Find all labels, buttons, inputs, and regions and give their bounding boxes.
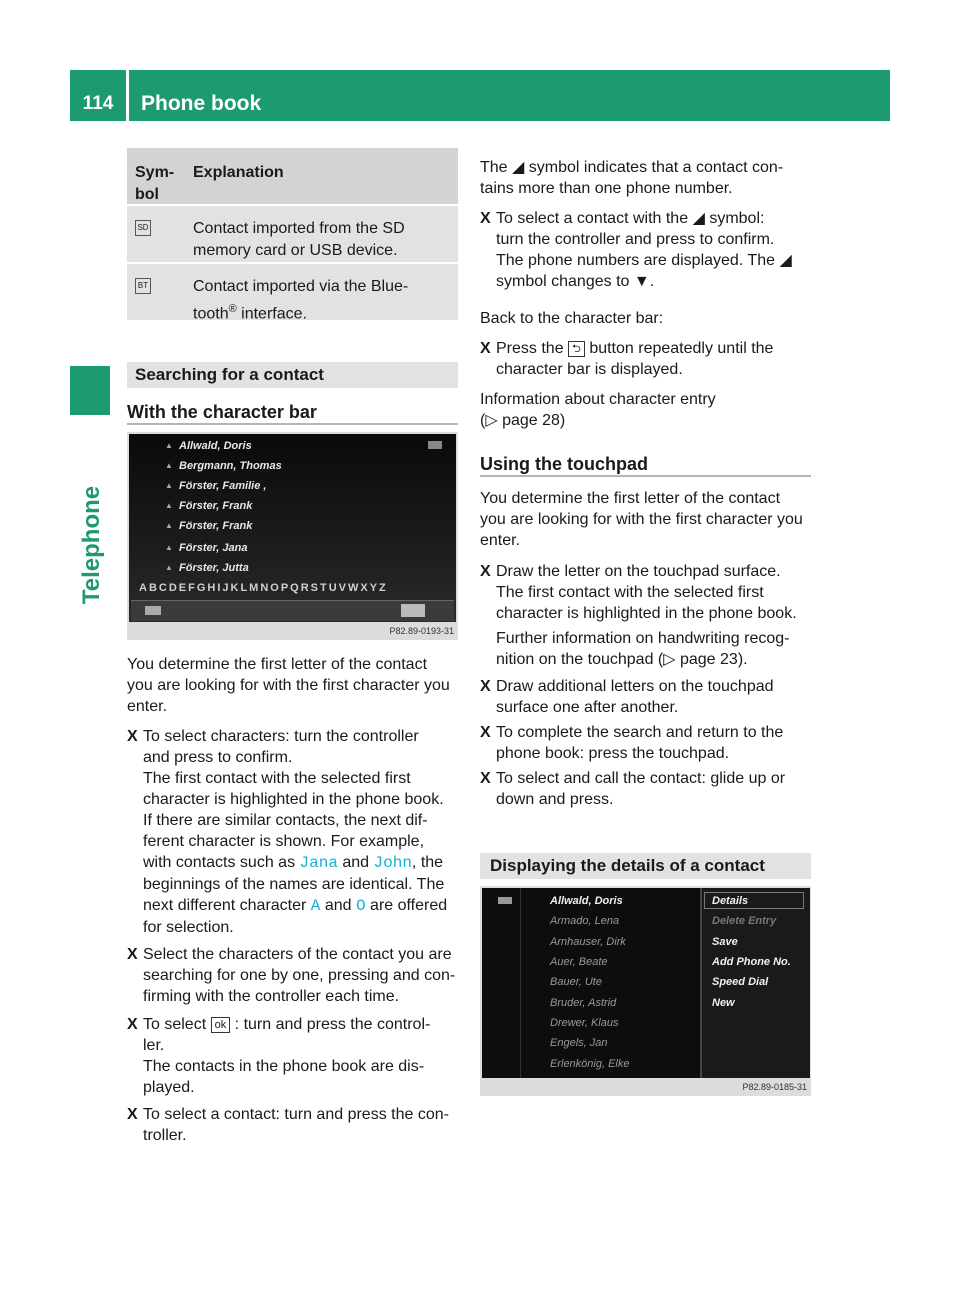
character-bar-screenshot <box>127 432 458 640</box>
text-line: turn the controller and press to confirm. <box>496 231 775 248</box>
multi-number-icon: ◢ <box>512 159 525 176</box>
touchpad-intro <box>480 488 825 551</box>
text-line: The contacts in the phone book are dis- <box>143 1058 425 1075</box>
back-label: Back to the character bar: <box>480 310 664 327</box>
row-text-part: interface. <box>236 305 307 323</box>
text-line: character bar is displayed. <box>496 361 683 378</box>
screen-display <box>129 434 456 622</box>
text-line: and press to confirm. <box>143 749 293 766</box>
text-line: character is highlighted in the phone book. <box>496 605 797 622</box>
text-line: ler. <box>143 1037 165 1054</box>
text-line: X Select the characters of the contact you are <box>143 946 452 963</box>
list-item <box>480 722 825 764</box>
text-line: You determine the first letter of the contact <box>480 490 781 507</box>
back-icon <box>428 441 442 449</box>
text-part: symbol: <box>709 210 765 227</box>
ok-key-icon: ok <box>211 1017 231 1033</box>
text-line: beginnings of the names are identical. The <box>143 876 445 893</box>
text-line: nition on the touchpad (▷ page 23). <box>496 651 748 668</box>
text-line: firming with the controller each time. <box>143 988 400 1005</box>
row-text-line: Contact imported from the SD <box>193 220 405 237</box>
multi-number-icon: ◢ <box>692 210 705 227</box>
list-item <box>480 676 825 718</box>
subhead-touchpad: Using the touchpad <box>480 454 648 474</box>
subhead-rule <box>480 475 811 477</box>
text-part: To select <box>143 1016 207 1033</box>
lcd-text-o: O <box>356 897 366 915</box>
text-part: are offered <box>365 897 448 914</box>
table-header-symbol-line1: Sym- <box>135 164 175 181</box>
text-line: Information about character entry <box>480 391 716 408</box>
text-line: played. <box>143 1079 195 1096</box>
list-item-label: Förster, Frank <box>179 520 253 532</box>
contact-icon: ▲ <box>165 481 173 490</box>
table-header-symbol <box>135 162 174 206</box>
text-line: X To select and call the contact: glide up or <box>496 770 786 787</box>
header-divider <box>126 70 129 121</box>
text-line: phone book: press the touchpad. <box>496 745 730 762</box>
chapter-title: Phone book <box>141 92 262 115</box>
section-title-search: Searching for a contact <box>127 362 458 388</box>
lcd-text-john: John <box>373 854 412 872</box>
lcd-text-a: A <box>310 897 321 915</box>
text-part: Press the <box>496 340 564 357</box>
info-paragraph <box>480 389 825 431</box>
contact-icon: ▲ <box>165 521 173 530</box>
text-line: ferent character is shown. For example, <box>143 833 425 850</box>
row-text-line <box>193 298 408 325</box>
text-part: The <box>480 159 508 176</box>
image-caption: P82.89-0185-31 <box>742 1082 807 1092</box>
list-item <box>127 726 467 938</box>
list-item-label: Förster, Jana <box>179 542 248 554</box>
text-line: you are looking for with the first character you <box>480 511 803 528</box>
intro-paragraph <box>127 654 467 717</box>
table-header-symbol-line2: bol <box>135 186 159 203</box>
list-item <box>165 500 253 512</box>
text-line: enter. <box>480 532 521 549</box>
registered-mark: ® <box>228 303 237 315</box>
text-part: The phone numbers are displayed. The <box>496 252 775 269</box>
section-title-details: Displaying the details of a contact <box>480 853 811 879</box>
table-row <box>127 264 458 323</box>
contact-icon: ▲ <box>165 441 173 450</box>
text-line: The first contact with the selected first <box>496 584 764 601</box>
text-part: To select a contact with the <box>496 210 689 227</box>
back-button-icon <box>145 606 161 615</box>
text-line: X Draw additional letters on the touchpad <box>496 678 774 695</box>
list-item <box>165 542 248 554</box>
text-line: X To select a contact: turn and press the con- <box>143 1106 449 1123</box>
bottom-bar <box>131 600 454 621</box>
text-line: X To complete the search and return to the <box>496 724 784 741</box>
text-line: down and press. <box>496 791 614 808</box>
text-line: You determine the first letter of the contact <box>127 656 428 673</box>
subhead-rule <box>127 423 458 425</box>
row-text-line: Contact imported via the Blue- <box>193 278 409 295</box>
list-item: Armado, Lena <box>550 915 620 927</box>
text-part: and <box>320 897 356 914</box>
list-item: Bruder, Astrid <box>550 997 617 1009</box>
contact-icon: ▲ <box>165 461 173 470</box>
text-line <box>496 208 825 229</box>
list-item: Arnhauser, Dirk <box>550 936 626 948</box>
text-line <box>480 157 825 178</box>
list-item-label: Förster, Frank <box>179 500 253 512</box>
ok-button-icon <box>401 604 425 617</box>
table-row <box>127 206 458 262</box>
list-item <box>165 520 253 532</box>
text-line <box>496 338 825 359</box>
character-bar: ABCDEFGHIJKLMNOPQRSTUVWXYZ <box>139 582 388 594</box>
symbol-paragraph <box>480 157 825 199</box>
text-line: you are looking for with the first character you <box>127 677 450 694</box>
list-item: Auer, Beate <box>550 956 608 968</box>
list-item <box>480 208 825 292</box>
side-tab-block <box>70 366 110 415</box>
text-part: . <box>649 273 655 290</box>
subhead-character-bar: With the character bar <box>127 402 317 422</box>
list-item: Erlenkönig, Elke <box>550 1058 630 1070</box>
page-number: 114 <box>82 93 114 114</box>
text-line: X To select characters: turn the controller <box>143 728 419 745</box>
text-line: (▷ page 28) <box>480 412 566 429</box>
expanded-icon: ▼ <box>633 273 650 290</box>
text-line: If there are similar contacts, the next dif- <box>143 812 428 829</box>
text-line: for selection. <box>143 919 234 936</box>
contact-icon: ▲ <box>165 543 173 552</box>
lcd-text-jana: Jana <box>299 854 338 872</box>
list-item-label: Förster, Familie , <box>179 480 267 492</box>
text-line <box>143 1014 467 1035</box>
menu-item-details: Details <box>712 895 749 907</box>
text-line: surface one after another. <box>496 699 679 716</box>
text-line <box>496 250 825 271</box>
list-item <box>127 944 467 1007</box>
list-item <box>480 338 825 380</box>
list-item <box>165 440 252 452</box>
list-item <box>127 1014 467 1098</box>
menu-item-new: New <box>712 997 735 1009</box>
divider <box>520 888 521 1078</box>
list-item: Engels, Jan <box>550 1037 608 1049</box>
text-line: searching for one by one, pressing and con- <box>143 967 456 984</box>
contact-details-screenshot <box>480 886 811 1096</box>
screen-display <box>482 888 809 1078</box>
text-line <box>143 895 467 917</box>
back-button-icon: ⮌ <box>568 341 585 357</box>
back-icon <box>498 897 512 904</box>
list-item-label: Allwald, Doris <box>179 440 252 452</box>
text-part: : turn and press the control- <box>234 1016 431 1033</box>
multi-number-icon: ◢ <box>779 252 792 269</box>
list-item <box>165 562 249 574</box>
list-item-label: Förster, Jutta <box>179 562 249 574</box>
text-line: The first contact with the selected first <box>143 770 411 787</box>
text-part: next different character <box>143 897 311 914</box>
text-part: symbol changes to <box>496 273 630 290</box>
contact-icon: ▲ <box>165 501 173 510</box>
bluetooth-contact-icon: BT <box>135 278 151 294</box>
sd-usb-contact-icon: SD <box>135 220 151 236</box>
text-line: Further information on handwriting recog- <box>496 630 790 647</box>
list-item-label: Bergmann, Thomas <box>179 460 282 472</box>
text-part: , the <box>411 854 444 871</box>
table-row-explanation <box>193 218 405 262</box>
list-item <box>480 561 825 670</box>
menu-item-delete: Delete Entry <box>712 915 777 927</box>
text-line: character is highlighted in the phone book. <box>143 791 444 808</box>
text-line: troller. <box>143 1127 187 1144</box>
list-item: Bauer, Ute <box>550 976 602 988</box>
contact-icon: ▲ <box>165 563 173 572</box>
menu-item-speed-dial: Speed Dial <box>712 976 769 988</box>
image-caption: P82.89-0193-31 <box>389 626 454 636</box>
table-header-explanation: Explanation <box>193 164 284 181</box>
list-item <box>165 480 267 492</box>
row-text-part: tooth <box>193 305 229 323</box>
text-line: enter. <box>127 698 168 715</box>
text-part: symbol indicates that a contact con- <box>528 159 784 176</box>
row-text-line: memory card or USB device. <box>193 242 398 259</box>
text-line <box>496 271 825 292</box>
text-part: with contacts such as <box>143 854 300 871</box>
side-tab-label: Telephone <box>78 485 105 605</box>
text-line: tains more than one phone number. <box>480 180 733 197</box>
list-item <box>165 460 282 472</box>
text-part: and <box>337 854 374 871</box>
table-row-explanation <box>193 276 408 325</box>
list-item <box>480 768 825 810</box>
list-item <box>127 1104 467 1146</box>
text-line: X Draw the letter on the touchpad surface. <box>496 563 781 580</box>
menu-item-add-phone: Add Phone No. <box>712 956 791 968</box>
text-line <box>143 852 467 874</box>
text-part: button repeatedly until the <box>589 340 774 357</box>
menu-item-save: Save <box>712 936 738 948</box>
list-item: Allwald, Doris <box>550 895 623 907</box>
list-item: Drewer, Klaus <box>550 1017 619 1029</box>
table-header <box>127 148 458 204</box>
